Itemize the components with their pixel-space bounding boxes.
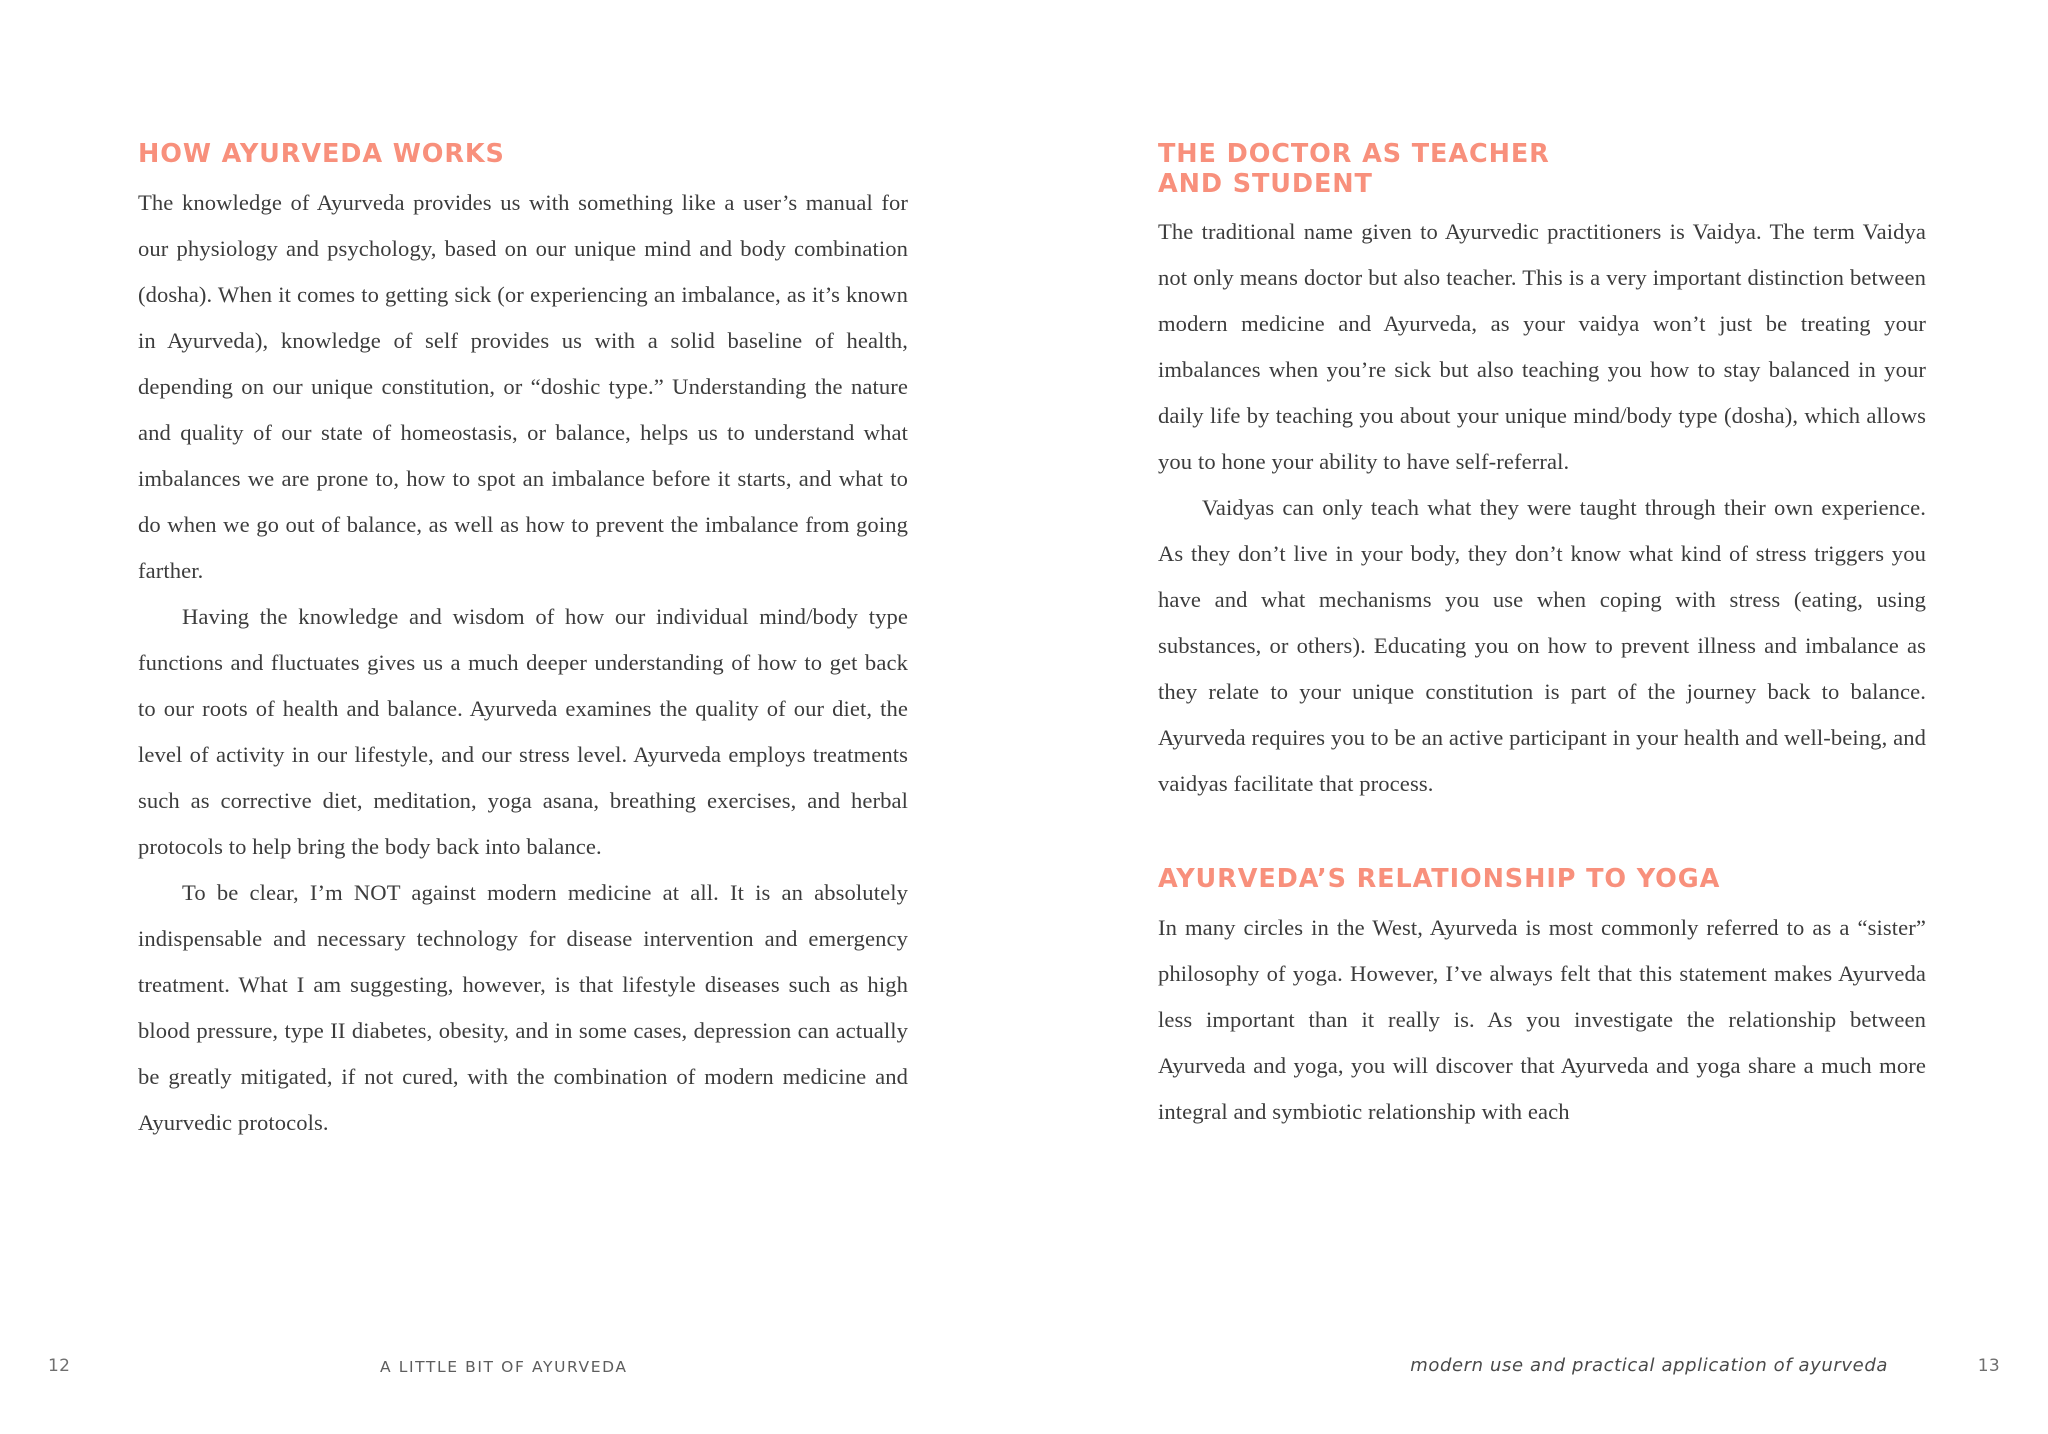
left-running-head: A LITTLE BIT OF AYURVEDA bbox=[380, 1358, 628, 1376]
left-page-number: 12 bbox=[48, 1356, 71, 1376]
right-paragraph-1: The traditional name given to Ayurvedic practitioners is Vaidya. The term Vaidya not only means doctor but also teacher. This is a very important distinction between modern medicine and Ayurveda, as your vaidya won’t just be treating your imbalances when you’re sick but also teaching you how to stay balanced in your daily life by teaching you about your unique mind/body type (dosha), which allows you to hone your ability to have self-referral. bbox=[1158, 219, 1926, 475]
right-page-number: 13 bbox=[1977, 1356, 2000, 1376]
right-section-heading bbox=[1158, 140, 1926, 199]
right-paragraph-3: In many circles in the West, Ayurveda is most commonly referred to as a “sister” philosophy of yoga. However, I’ve always felt that this statement makes Ayurveda less important than it really is. As you investigate the relationship between Ayurveda and yoga, you will discover that Ayurveda and yoga share a much more integral and symbiotic relationship with each bbox=[1158, 914, 1926, 1124]
right-paragraph-2: Vaidyas can only teach what they were taught through their own experience. As they don’t live in your body, they don’t know what kind of stress triggers you have and what mechanisms you use when coping with stress (eating, using substances, or others). Educating you on how to prevent illness and imbalance as they relate to your unique constitution is part of the journey back to balance. Ayurveda requires you to be an active participant in your health and well-being, and vaidyas facilitate that process. bbox=[1158, 495, 1926, 797]
right-section-heading-line1: THE DOCTOR AS TEACHER bbox=[1158, 139, 1550, 169]
right-page bbox=[1024, 0, 2048, 1434]
left-paragraph-3: To be clear, I’m NOT against modern medicine at all. It is an absolutely indispensable and necessary technology for disease intervention and emergency treatment. What I am suggesting, however, is that lifestyle diseases such as high blood pressure, type II diabetes, obesity, and in some cases, depression can actually be greatly mitigated, if not cured, with the combination of modern medicine and Ayurvedic protocols. bbox=[138, 879, 908, 1135]
right-section-heading-2: AYURVEDA’S RELATIONSHIP TO YOGA bbox=[1158, 864, 1721, 895]
left-paragraph-1: The knowledge of Ayurveda provides us with something like a user’s manual for our physiology and psychology, based on our unique mind and body combination (dosha). When it comes to getting sick (or experiencing an imbalance, as it’s known in Ayurveda), knowledge of self provides us with a solid baseline of health, depending on our unique constitution, or “doshic type.” Understanding the nature and quality of our state of homeostasis, or balance, helps us to understand what imbalances we are prone to, how to spot an imbalance before it starts, and what to do when we go out of balance, as well as how to prevent the imbalance from going farther. bbox=[138, 189, 908, 583]
right-page-footer bbox=[1024, 1352, 2048, 1376]
left-page-footer bbox=[0, 1352, 1024, 1376]
right-section-heading-line2: AND STUDENT bbox=[1158, 168, 1373, 199]
right-running-head: modern use and practical application of ayurveda bbox=[1410, 1355, 1888, 1376]
left-section-heading: HOW AYURVEDA WORKS bbox=[138, 139, 505, 169]
left-paragraph-2: Having the knowledge and wisdom of how our individual mind/body type functions and fluctuates gives us a much deeper understanding of how to get back to our roots of health and balance. Ayurveda examines the quality of our diet, the level of activity in our lifestyle, and our stress level. Ayurveda employs treatments such as corrective diet, meditation, yoga asana, breathing exercises, and herbal protocols to help bring the body back into balance. bbox=[138, 603, 908, 859]
